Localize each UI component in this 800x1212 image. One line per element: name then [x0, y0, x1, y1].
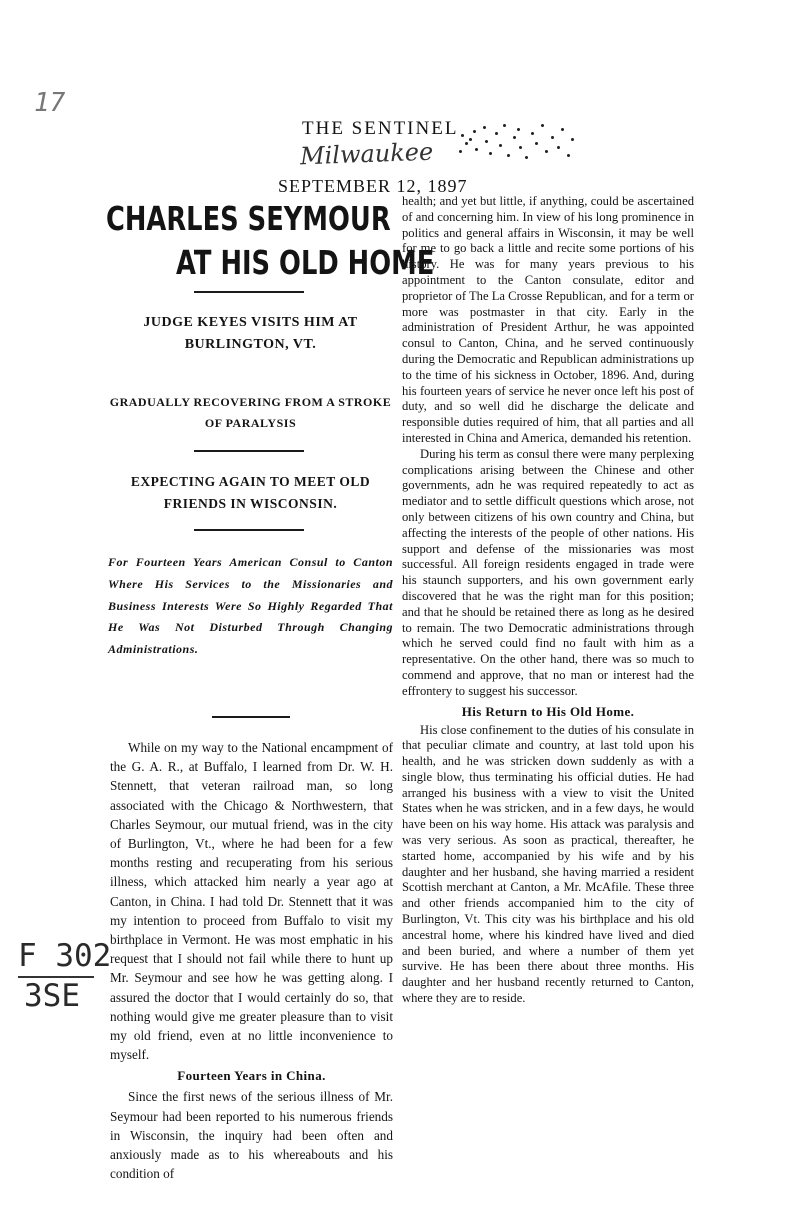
divider-3 — [194, 529, 304, 531]
col2-paragraph-3: His close confinement to the duties of his consulate in that peculiar climate and country, at last told upon his health, and he was stricken down suddenly as with a single blow, thus terminating his official duties. He had arranged his business with a view to visit the United States when he was stricken, and in a few days, he would have been on his way home. His attack was paralysis and was very serious. As soon as practical, thereafter, he started home, accompanied by his wife and by his daughter and her husband, she having married a resident Scottish merchant at Canton, a Mr. McAfile. These three and other friends accompanied him to the city of Burlington, Vt. This city was his birthplace and his old ancestral home, where his kindred have lived and died and been buried, and where a number of them yet survive. He has been there about three months. His daughter and her husband recently returned to Canton, where they are to reside. — [402, 722, 694, 1006]
deck-2: GRADUALLY RECOVERING FROM A STROKE OF PARALYSIS — [109, 395, 392, 430]
col1-subheading: Fourteen Years in China. — [177, 1068, 326, 1084]
dateline: SEPTEMBER 12, 1897 — [278, 176, 468, 196]
col2-paragraph-2: During his term as consul there were many perplexing complications arising between the Chinese and other governments, adn he was required repeatedly to act as mediator and to settle difficult questions which arose, not only between citizens of his own country and China, but affecting the interests of the people of other nations. His support and defense of the missionaries was most successful. All foreign residents engaged in trade were his staunch supporters, and his own government early discovered that he was the right man for this position; and that he should be retained there as long as he desired to remain. The two Democratic administrations through which he served could find no fault with him as a representative. On the other hand, there was so much to commend and approve, that no man or interest had the effrontery to suggest his successor. — [402, 446, 694, 698]
masthead: THE SENTINEL — [302, 118, 459, 139]
column-2 — [402, 194, 694, 1007]
archive-code-1: F 302 — [18, 938, 112, 974]
deck-4: For Fourteen Years American Consul to Canton Where His Services to the Missionaries and Business Interests Were So Highly Regarded That He Was Not Disturbed Through Changing Administrations. — [108, 555, 393, 657]
col2-paragraph-1: health; and yet but little, if anything, could be ascertained of and concerning him. In view of his long prominence in politics and general affairs in Wisconsin, it may be well for me to go back a little and recite some portions of his history. He was for many years previous to his appointment to the Canton consulate, editor and proprietor of The La Crosse Republican, and for a term or more was postmaster in that city. Early in the administration of President Arthur, he was appointed consul to Canton, China, and he served continuously during the Democratic and Republican administrations up to the time of his sickness in October, 1896. And, during his fourteen years of service he never once left his post of duty, and so well did he discharge the delicate and responsible duties required of him, that all parties and all interested in China and America, demanded his retention. — [402, 194, 694, 445]
deck-1: JUDGE KEYES VISITS HIM AT BURLINGTON, VT. — [143, 315, 358, 352]
divider-1 — [194, 291, 304, 293]
divider-2 — [194, 450, 304, 452]
headline-line-1: CHARLES SEYMOUR — [106, 199, 391, 238]
headline-line-2: AT HIS OLD HOME — [176, 243, 435, 282]
col1-paragraph-1: While on my way to the National encampment of the G. A. R., at Buffalo, I learned from Dr. W. H. Stennett, that veteran railroad man, so long associated with the Chicago & Northwestern, that Charles Seymour, our mutual friend, was in the city of Burlington, Vt., where he had been for a few months resting and recuperating from his serious illness, which attacked him nearly a year ago at Canton, in China. I had told Dr. Stennett that it was my intention to proceed from Buffalo to visit my birthplace in Vermont. He was most emphatic in his request that I should not fail while there to hunt up Mr. Seymour and see how he was getting along. I assured the doctor that I would certainly do so, that nothing would give me greater pleasure than to visit my old friend, even at no little inconvenience to myself. — [110, 740, 393, 1063]
col1-paragraph-2: Since the first news of the serious illness of Mr. Seymour had been reported to his numerous friends in Wisconsin, the inquiry had been often and anxiously made as to his whereabouts and his condition of — [110, 1089, 393, 1182]
archive-code-2: 3SE — [24, 978, 80, 1014]
margin-note: 17 — [34, 88, 66, 118]
perforation-stamp — [455, 118, 580, 168]
deck-3: EXPECTING AGAIN TO MEET OLD FRIENDS IN WISCONSIN. — [130, 474, 371, 511]
column-1 — [110, 738, 393, 1183]
col2-subheading: His Return to His Old Home. — [461, 703, 635, 719]
city-handwritten: Milwaukee — [299, 137, 434, 171]
divider-4 — [212, 716, 290, 718]
